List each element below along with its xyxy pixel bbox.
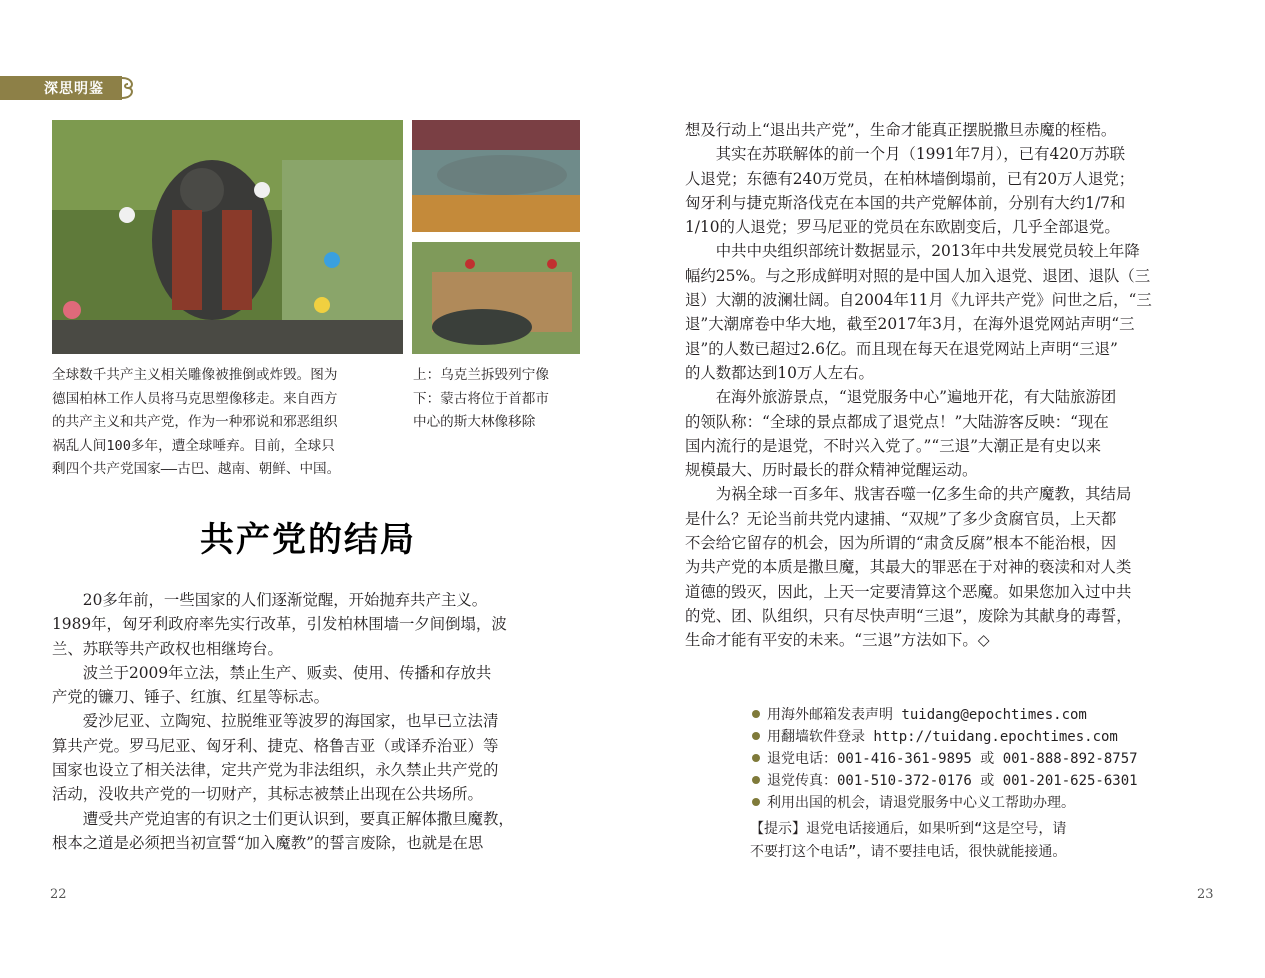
body-line: 匈牙利与捷克斯洛伐克在本国的共产党解体前，分别有大约1/7和 (685, 193, 1126, 212)
caption-line: 上：乌克兰拆毁列宁像 (413, 367, 549, 383)
body-line: 1/10的人退党；罗马尼亚的党员在东欧剧变后，几乎全部退党。 (685, 218, 1120, 237)
bullet-icon (752, 754, 760, 762)
body-line: 兰、苏联等共产政权也相继垮台。 (52, 639, 283, 658)
body-line: 是什么？无论当前共党内逮捕、“双规”了多少贪腐官员，上天都 (685, 509, 1117, 528)
page-number-left: 22 (50, 887, 67, 902)
hint-note (750, 818, 1066, 864)
caption-line: 祸乱人间100多年，遭全球唾弃。目前，全球只 (52, 437, 335, 454)
hint-line: 不要打这个电话”，请不要挂电话，很快就能接通。 (750, 844, 1067, 860)
body-line: 退”的人数已超过2.6亿。而且现在每天在退党网站上声明“三退” (685, 339, 1118, 358)
list-item (752, 792, 1138, 814)
body-line: 想及行动上“退出共产党”，生命才能真正摆脱撒旦赤魔的桎梏。 (685, 121, 1117, 139)
section-tab (0, 76, 122, 100)
body-line: 爱沙尼亚、立陶宛、拉脱维亚等波罗的海国家，也早已立法清 (52, 712, 499, 731)
body-line: 算共产党。罗马尼亚、匈牙利、捷克、格鲁吉亚（或译乔治亚）等 (52, 736, 499, 755)
method-text: 利用出国的机会，请退党服务中心义工帮助办理。 (767, 795, 1075, 811)
photo-caption-left (52, 364, 340, 482)
article-body-right (685, 118, 1152, 653)
caption-line: 的共产主义和共产党，作为一种邪说和邪恶组织 (52, 414, 338, 431)
body-line: 幅约25%。与之形成鲜明对照的是中国人加入退党、退团、退队（三 (685, 266, 1151, 285)
caption-line: 中心的斯大林像移除 (413, 414, 536, 431)
photo-stalin-statue-removed (412, 242, 580, 354)
body-line: 其实在苏联解体的前一个月（1991年7月），已有420万苏联 (685, 145, 1126, 164)
method-text: 用海外邮箱发表声明 tuidang@epochtimes.com (767, 707, 1087, 723)
tab-ornament-icon (120, 76, 138, 100)
method-text: 退党电话：001-416-361-9895 或 001-888-892-8757 (767, 751, 1138, 767)
article-title: 共产党的结局 (200, 520, 416, 560)
method-text: 用翻墙软件登录 http://tuidang.epochtimes.com (767, 729, 1118, 745)
caption-line: 全球数千共产主义相关雕像被推倒或炸毁。图为 (52, 367, 338, 383)
body-line: 的党、团、队组织，只有尽快声明“三退”，废除为其献身的毒誓， (685, 606, 1132, 625)
photo-caption-right (413, 364, 549, 435)
body-line: 为祸全球一百多年、戕害吞噬一亿多生命的共产魔教，其结局 (685, 485, 1132, 504)
list-item (752, 704, 1138, 726)
method-text: 退党传真：001-510-372-0176 或 001-201-625-6301 (767, 773, 1138, 789)
caption-line: 德国柏林工作人员将马克思塑像移走。来自西方 (52, 390, 338, 407)
photo-marx-statue-removal (52, 120, 403, 354)
body-line: 的领队称：“全球的景点都成了退党点！”大陆游客反映：“现在 (685, 412, 1109, 431)
body-line: 波兰于2009年立法，禁止生产、贩卖、使用、传播和存放共 (52, 663, 492, 682)
body-line: 道德的毁灭，因此，上天一定要清算这个恶魔。如果您加入过中共 (685, 582, 1132, 601)
bullet-icon (752, 732, 760, 740)
bullet-icon (752, 710, 760, 718)
body-line: 国内流行的是退党，不时兴入党了。”“三退”大潮正是有史以来 (685, 436, 1102, 455)
bullet-icon (752, 776, 760, 784)
body-line: 根本之道是必须把当初宣誓“加入魔教”的誓言废除，也就是在思 (52, 833, 484, 852)
body-line: 在海外旅游景点，“退党服务中心”遍地开花，有大陆旅游团 (685, 388, 1117, 407)
body-line: 规模最大、历时最长的群众精神觉醒运动。 (685, 461, 978, 480)
body-line: 退”大潮席卷中华大地，截至2017年3月，在海外退党网站声明“三 (685, 315, 1135, 334)
page-number-right: 23 (1197, 887, 1214, 902)
body-line: 退）大潮的波澜壮阔。自2004年11月《九评共产党》问世之后，“三 (685, 291, 1152, 310)
body-line: 遭受共产党迫害的有识之士们更认识到，要真正解体撒旦魔教， (52, 809, 514, 828)
list-item (752, 748, 1138, 770)
body-line: 中共中央组织部统计数据显示，2013年中共发展党员较上年降 (685, 242, 1140, 261)
body-line: 产党的镰刀、锤子、红旗、红星等标志。 (52, 688, 330, 707)
list-item (752, 770, 1138, 792)
article-body-left (52, 588, 514, 855)
bullet-icon (752, 798, 760, 806)
photo-lenin-statue-demolished (412, 120, 580, 232)
caption-line: 剩四个共产党国家——古巴、越南、朝鲜、中国。 (52, 461, 341, 478)
body-line: 20多年前，一些国家的人们逐渐觉醒，开始抛弃共产主义。 (52, 591, 488, 609)
body-line: 国家也设立了相关法律，定共产党为非法组织，永久禁止共产党的 (52, 761, 499, 780)
body-line: 为共产党的本质是撒旦魔，其最大的罪恶在于对神的亵渎和对人类 (685, 558, 1132, 577)
body-line: 活动，没收共产党的一切财产，其标志被禁止出现在公共场所。 (52, 785, 483, 804)
caption-line: 下：蒙古将位于首都市 (413, 390, 549, 407)
methods-list (752, 704, 1138, 814)
body-line: 1989年，匈牙利政府率先实行改革，引发柏林围墙一夕间倒塌，波 (52, 615, 507, 634)
hint-line: 【提示】退党电话接通后，如果听到“这是空号，请 (750, 821, 1067, 837)
list-item (752, 726, 1138, 748)
body-line: 生命才能有平安的未来。“三退”方法如下。◇ (685, 631, 990, 650)
body-line: 的人数都达到10万人左右。 (685, 363, 874, 382)
body-line: 人退党；东德有240万党员，在柏林墙倒塌前，已有20万人退党； (685, 169, 1135, 188)
section-tab-label: 深思明鉴 (44, 81, 104, 97)
body-line: 不会给它留存的机会，因为所谓的“肃贪反腐”根本不能治根，因 (685, 534, 1117, 553)
